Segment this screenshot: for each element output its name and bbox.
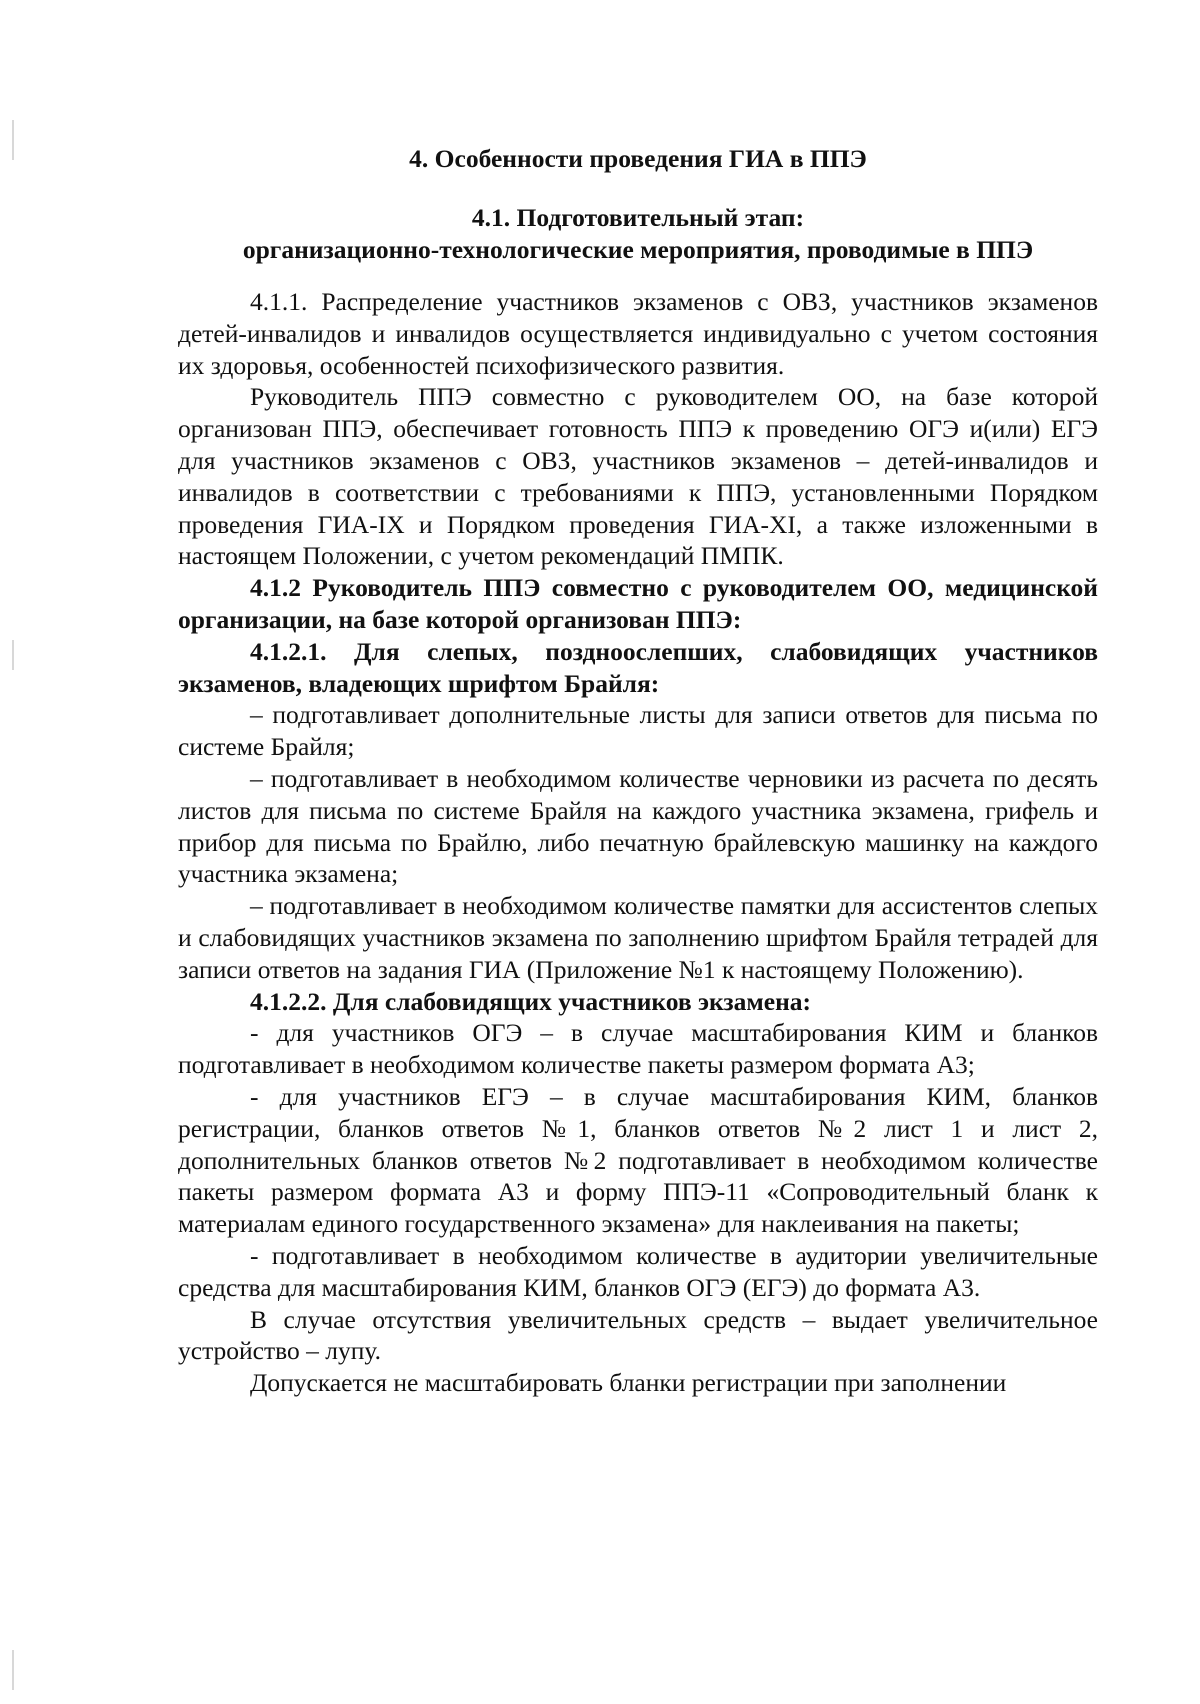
list-item: – подготавливает в необходимом количестве черновики из расчета по десять листов для письма по системе Брайля на каждого участника экзамена, грифель и прибор для письма по Брайлю, либо печатную брайлевскую машинку на каждого участника экзамена; [178,763,1098,889]
paragraph-4-1-2-1: 4.1.2.1. Для слепых, поздноослепших, слабовидящих участников экзаменов, владеющих шрифтом Брайля: [178,636,1098,698]
list-item: - для участников ЕГЭ – в случае масштабирования КИМ, бланков регистрации, бланков ответов №1, бланков ответов №2 лист 1 и лист 2, дополнительных бланков ответов №2 подготавливает в необходимом количестве пакеты размером формата А3 и форму ППЭ-11 «Сопроводительный бланк к материалам единого государственного экзамена» для наклеивания на пакеты; [178,1081,1098,1239]
list-item: - подготавливает в необходимом количестве в аудитории увеличительные средства для масштабирования КИМ, бланков ОГЭ (ЕГЭ) до формата А3. [178,1240,1098,1302]
paragraph-ppe-head-readiness: Руководитель ППЭ совместно с руководителем ОО, на базе которой организован ППЭ, обеспечивает готовность ППЭ к проведению ОГЭ и(или) ЕГЭ для участников экзаменов с ОВЗ, участников экзаменов – детей-инвалидов и инвалидов в соответствии с требованиями к ППЭ, установленными Порядком проведения ГИА-IX и Порядком проведения ГИА-XI, а также изложенными в настоящем Положении, с учетом рекомендаций ПМПК. [178,382,1098,571]
scan-artifact [12,120,14,160]
paragraph-4-1-2-2: 4.1.2.2. Для слабовидящих участников экзамена: [250,986,812,1016]
section-heading: 4. Особенности проведения ГИА в ППЭ [409,144,867,173]
subsection-heading-line1: 4.1. Подготовительный этап: [471,203,805,232]
list-item: – подготавливает дополнительные листы для записи ответов для письма по системе Брайля; [178,700,1098,762]
paragraph-magnifier: В случае отсутствия увеличительных средств – выдает увеличительное устройство – лупу. [178,1304,1098,1366]
paragraph-4-1-1: 4.1.1. Распределение участников экзаменов с ОВЗ, участников экзаменов детей-инвалидов и инвалидов осуществляется индивидуально с учетом состояния их здоровья, особенностей психофизического развития. [178,287,1098,380]
scan-artifact [12,640,14,670]
paragraph-allowed: Допускается не масштабировать бланки регистрации при заполнении [250,1368,1007,1398]
subsection-heading-line2: организационно-технологические мероприятия, проводимые в ППЭ [242,235,1034,264]
paragraph-4-1-2: 4.1.2 Руководитель ППЭ совместно с руководителем ОО, медицинской организации, на базе которой организован ППЭ: [178,573,1098,634]
document-body [178,143,1098,1399]
list-item: – подготавливает в необходимом количестве памятки для ассистентов слепых и слабовидящих участников экзамена по заполнению шрифтом Брайля тетрадей для записи ответов на задания ГИА (Приложение №1 к настоящему Положению). [178,891,1098,984]
scan-artifact [12,1650,14,1690]
list-item: - для участников ОГЭ – в случае масштабирования КИМ и бланков подготавливает в необходимом количестве пакеты размером формата А3; [178,1018,1098,1080]
